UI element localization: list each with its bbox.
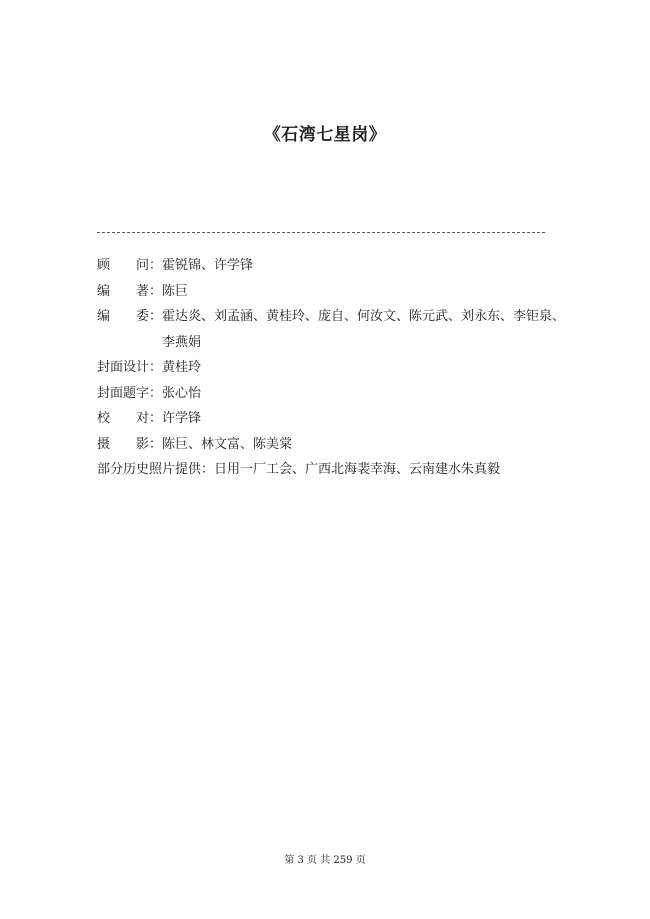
credit-value: 许学锋: [162, 411, 202, 426]
label-char: 影: [135, 436, 149, 452]
credits-block: [97, 253, 567, 483]
credit-label: [97, 432, 149, 458]
credit-proofreading: [97, 406, 567, 432]
label-colon: ：: [149, 309, 163, 324]
credit-historical-photos: [97, 457, 567, 483]
label-char: 对: [135, 411, 149, 426]
page-footer: [0, 851, 650, 866]
document-title: 《石湾七星岗》: [263, 125, 387, 145]
credit-committee: [97, 304, 567, 330]
footer-suffix: 页: [355, 855, 366, 866]
credit-label: [97, 406, 149, 432]
credit-label: 封面题字: [97, 385, 150, 401]
label-char: 摄: [97, 436, 111, 452]
credit-label: [97, 279, 149, 305]
credit-value: 陈巨、林文富、陈美棠: [162, 436, 293, 452]
credit-label: 封面设计: [97, 360, 150, 375]
label-char: 著: [135, 283, 149, 299]
credit-value: 黄桂玲: [162, 360, 202, 375]
credit-value: 张心怡: [162, 385, 202, 401]
label-char: 编: [97, 309, 111, 324]
label-char: 委: [135, 309, 149, 324]
label-char: 问: [135, 258, 149, 273]
footer-total-word: 共: [320, 855, 331, 866]
label-colon: ：: [149, 411, 163, 426]
label-char: 校: [97, 411, 111, 426]
current-page-number: 3: [297, 855, 304, 866]
credit-label: [97, 304, 149, 330]
label-colon: ：: [201, 462, 215, 477]
credit-label: [97, 253, 149, 279]
footer-page-word: 页: [307, 855, 318, 866]
label-colon: ：: [149, 360, 163, 375]
credit-label: 部分历史照片提供: [97, 462, 202, 477]
credit-value: 陈巨: [162, 283, 189, 299]
credit-value: 李燕娟: [162, 334, 202, 350]
label-char: 顾: [97, 258, 111, 273]
label-colon: ：: [149, 283, 163, 299]
credit-value: 霍锐锦、许学锋: [162, 258, 254, 273]
label-colon: ：: [149, 436, 163, 452]
credit-value: 霍达炎、刘孟涵、黄桂玲、庞自、何汝文、陈元武、刘永东、李钜泉、: [162, 309, 566, 324]
credit-committee-continued: [97, 330, 567, 356]
footer-prefix: 第: [284, 855, 295, 866]
label-colon: ：: [149, 385, 163, 401]
credit-cover-calligraphy: [97, 381, 567, 407]
credit-editor: [97, 279, 567, 305]
credit-value: 日用一厂工会、广西北海裴幸海、云南建水朱真毅: [214, 462, 501, 477]
total-page-count: 259: [333, 855, 353, 866]
dashed-divider: [97, 232, 545, 233]
credit-cover-design: [97, 355, 567, 381]
label-char: 编: [97, 283, 111, 299]
credit-advisor: [97, 253, 567, 279]
label-colon: ：: [149, 258, 163, 273]
credit-photography: [97, 432, 567, 458]
